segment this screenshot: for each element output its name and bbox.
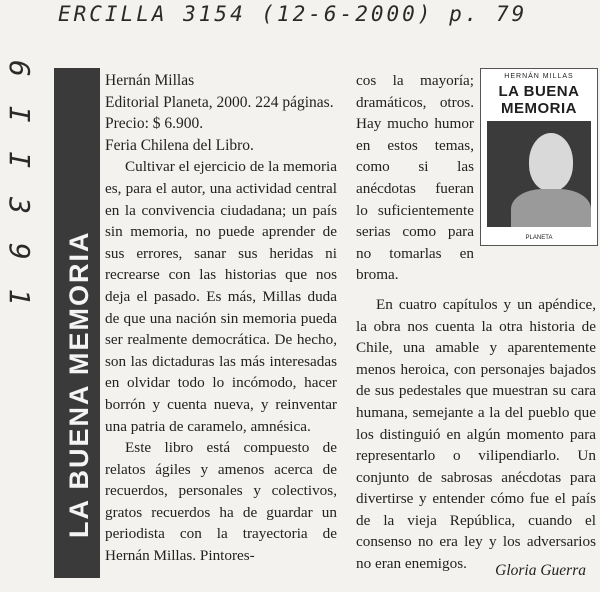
handwritten-archive-note: ERCILLA 3154 (12-6-2000) p. 79 (58, 2, 528, 26)
cover-publisher: PLANETA (525, 235, 553, 241)
article-column-1 (105, 70, 337, 567)
portrait-head-shape (529, 133, 573, 191)
book-author: Hernán Millas (105, 72, 195, 89)
portrait-body-shape (511, 189, 591, 227)
book-venue: Feria Chilena del Libro. (105, 136, 254, 154)
section-title: LA BUENA MEMORIA (64, 230, 94, 538)
author-signature: Gloria Guerra (495, 562, 586, 579)
cover-photo (487, 121, 591, 227)
paragraph-2: Este libro está compuesto de relatos ágiles y amenos acerca de recuerdos, personales y colectivos, gratos recuerdos ha de guardar un periodista con la trayectoria de Hernán Millas. Pintores- (105, 439, 337, 565)
handwritten-catalog-number: 6 I I 3 9 1 (3, 60, 36, 312)
book-price: Precio: $ 6.900. (105, 115, 204, 133)
paragraph-1: Cultivar el ejercicio de la memoria es, para el autor, una actividad central en la convivencia ciudadana; un país sin memoria, no puede aprender de sus errores, sanar sus heridas ni recrearse con las historias que nos deja el pasado. Es más, Millas duda de que una nación sin memoria pueda ser realmente democrática. De hecho, son las dictaduras las más interesadas en olvidar todo lo incómodo, hacer borrón y cuenta nueva, y reinventar una patria de caramelo, amnésica. (105, 158, 337, 435)
paragraph-2-continued: cos la mayoría; dramáticos, otros. Hay mucho humor en estos temas, como si las anécdotas fueran lo suficientemente serias como para no tomarlas en broma. (356, 72, 474, 284)
paragraph-3: En cuatro capítulos y un apéndice, la obra nos cuenta la otra historia de Chile, una amable y aparentemente menos heroica, con personajes bajados de sus pedestales que muestran su cara humana, semejante a la del pueblo que los distinguió en algún momento para representarlo o vilipendiarlo. Un conjunto de sabrosas anécdotas para divertirse y entender cómo fue el país de la vieja República, cuando el consenso no era ley y los adversarios no eran enemigos. (356, 295, 596, 573)
cover-author: HERNÁN MILLAS (504, 73, 574, 80)
cover-title: LA BUENA MEMORIA (498, 83, 580, 117)
section-title-band (54, 68, 100, 578)
book-cover-image (480, 68, 598, 246)
book-publisher: Editorial Planeta, 2000. 224 páginas. (105, 93, 334, 111)
book-details (105, 70, 337, 156)
